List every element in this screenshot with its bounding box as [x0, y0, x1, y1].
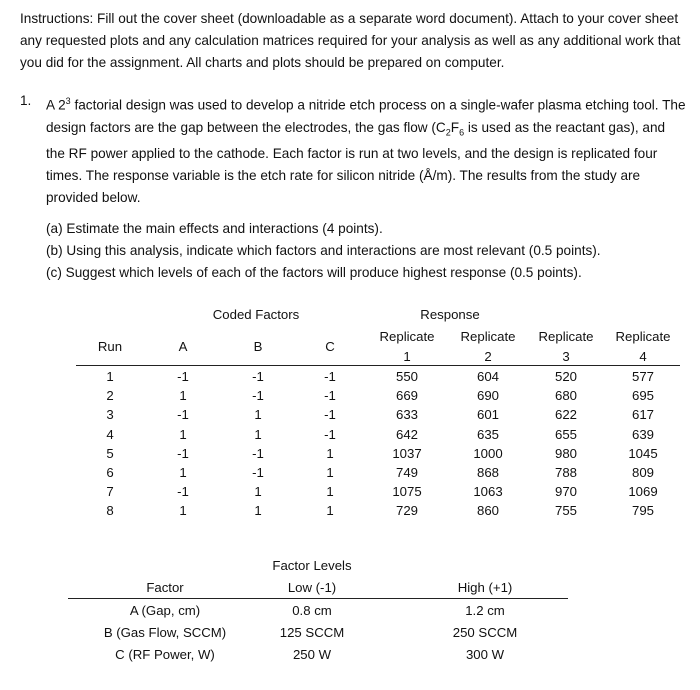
replicate-4-value: 795 [631, 503, 654, 519]
run-cell: 4 [106, 426, 114, 442]
replicate-header-label: Replicate [538, 329, 594, 344]
factor-b-cell: -1 [252, 388, 264, 404]
replicate-2-value: 860 [476, 503, 499, 519]
low-level-header: Low (-1) [287, 580, 337, 595]
replicate-1-value: 669 [395, 388, 418, 404]
replicate-2-value: 601 [476, 407, 499, 423]
factor-column-header: Factor [146, 580, 184, 595]
replicate-3-value: 680 [554, 388, 577, 404]
factor-a-cell: -1 [177, 445, 189, 461]
factor-c-cell: 1 [326, 445, 334, 461]
replicate-1-value: 642 [395, 426, 418, 442]
factor-c-cell: -1 [324, 407, 336, 423]
question-number: 1. [20, 93, 32, 108]
run-cell: 7 [106, 484, 114, 500]
high-level-header: High (+1) [457, 580, 513, 595]
factor-a-cell: -1 [177, 369, 189, 384]
replicate-1-value: 1075 [392, 484, 422, 500]
replicate-3-value: 788 [554, 465, 577, 480]
replicate-2-value: 635 [476, 426, 499, 442]
replicate-4-value: 577 [631, 369, 654, 384]
factor-b-header: B [253, 339, 263, 354]
replicate-1-value: 729 [395, 503, 418, 519]
factor-b-cell: 1 [254, 484, 262, 500]
part-b: (b) Using this analysis, indicate which factors and interactions are most relevant (0.5 points). [46, 243, 601, 258]
factor-table-header-rule [68, 598, 568, 599]
part-a: (a) Estimate the main effects and interactions (4 points). [46, 221, 383, 236]
run-cell: 2 [106, 388, 114, 404]
factor-c-cell: -1 [324, 369, 336, 384]
replicate-2-value: 1063 [473, 484, 503, 500]
subscript-carbon: 2 [445, 127, 451, 138]
question-text-start: A 2 [46, 97, 66, 113]
replicate-4-value: 639 [631, 426, 654, 442]
factor-c-cell: -1 [324, 426, 336, 442]
formula-fluorine: F [450, 119, 460, 135]
replicate-4-value: 617 [631, 407, 654, 423]
low-level-cell: 0.8 cm [292, 603, 332, 618]
factor-c-cell: 1 [326, 484, 334, 500]
replicate-2-value: 868 [476, 465, 499, 480]
factor-b-cell: 1 [254, 407, 262, 423]
replicate-2-value: 1000 [473, 445, 503, 461]
replicate-1-value: 550 [395, 369, 418, 384]
replicate-3-value: 980 [554, 445, 577, 461]
question-text-end: is used as the reactant gas), and the RF power applied to the cathode. Each factor is run at two levels, and the design is replicated four times. The response variable is the etch rate for silicon nitride (Å/m). The results from the study are provided below. [46, 119, 666, 206]
instructions-paragraph: Instructions: Fill out the cover sheet (downloadable as a separate word document). Attach to your cover sheet any requested plots and any calculation matrices required for your analysis as well as any additional work that you did for the assignment. All charts and plots should be prepared on computer. [20, 11, 681, 70]
run-cell: 5 [106, 445, 114, 461]
replicate-4-value: 1069 [628, 484, 658, 500]
low-level-cell: 250 W [292, 647, 332, 662]
replicate-4-value: 695 [631, 388, 654, 404]
factor-a-cell: -1 [177, 484, 189, 500]
replicate-1-value: 633 [395, 407, 418, 423]
replicate-1-value: 749 [395, 465, 418, 480]
factor-a-header: A [178, 339, 188, 354]
replicate-1-value: 1037 [392, 445, 422, 461]
part-c: (c) Suggest which levels of each of the factors will produce highest response (0.5 points). [46, 265, 582, 280]
replicate-header-number: 3 [562, 349, 570, 364]
factor-c-cell: 1 [326, 503, 334, 519]
run-cell: 1 [106, 369, 114, 384]
replicate-3-value: 622 [554, 407, 577, 423]
replicate-header-number: 2 [484, 349, 492, 364]
replicate-header-label: Replicate [615, 329, 671, 344]
factor-b-cell: -1 [252, 369, 264, 384]
run-cell: 8 [106, 503, 114, 519]
factor-a-cell: 1 [179, 503, 187, 519]
factor-levels-title: Factor Levels [272, 558, 352, 573]
factor-name-cell: C (RF Power, W) [115, 647, 215, 662]
replicate-3-value: 755 [554, 503, 577, 519]
replicate-header-label: Replicate [460, 329, 516, 344]
factor-c-header: C [325, 339, 335, 354]
factor-name-cell: B (Gas Flow, SCCM) [103, 625, 227, 640]
low-level-cell: 125 SCCM [279, 625, 345, 640]
factor-a-cell: 1 [179, 426, 187, 442]
replicate-header-number: 4 [639, 349, 647, 364]
factor-b-cell: 1 [254, 426, 262, 442]
coded-factors-header: Coded Factors [212, 307, 300, 322]
replicate-header-label: Replicate [379, 329, 435, 344]
exponent: 3 [65, 96, 71, 106]
high-level-cell: 250 SCCM [452, 625, 518, 640]
replicate-4-value: 809 [631, 465, 654, 480]
factor-a-cell: -1 [177, 407, 189, 423]
replicate-3-value: 520 [554, 369, 577, 384]
factor-a-cell: 1 [179, 465, 187, 480]
run-cell: 6 [106, 465, 114, 480]
replicate-header-number: 1 [403, 349, 411, 364]
high-level-cell: 1.2 cm [465, 603, 505, 618]
subscript-fluorine: 6 [459, 127, 465, 138]
run-column-header: Run [97, 339, 123, 354]
factor-b-cell: -1 [252, 445, 264, 461]
factor-a-cell: 1 [179, 388, 187, 404]
factor-c-cell: 1 [326, 465, 334, 480]
factor-b-cell: 1 [254, 503, 262, 519]
replicate-2-value: 690 [476, 388, 499, 404]
high-level-cell: 300 W [465, 647, 505, 662]
design-table-header-rule [76, 365, 680, 366]
question-parts [46, 218, 601, 284]
run-cell: 3 [106, 407, 114, 423]
question-text-middle: factorial design was used to develop a nitride etch process on a single-wafer plasma etching tool. The design factors are the gap between the electrodes, the gas flow (C [46, 97, 686, 135]
replicate-2-value: 604 [476, 369, 499, 384]
question-text [46, 90, 686, 209]
replicate-3-value: 655 [554, 426, 577, 442]
response-header: Response [420, 307, 480, 322]
factor-name-cell: A (Gap, cm) [129, 603, 201, 618]
replicate-4-value: 1045 [628, 445, 658, 461]
factor-c-cell: -1 [324, 388, 336, 404]
factor-b-cell: -1 [252, 465, 264, 480]
replicate-3-value: 970 [554, 484, 577, 500]
